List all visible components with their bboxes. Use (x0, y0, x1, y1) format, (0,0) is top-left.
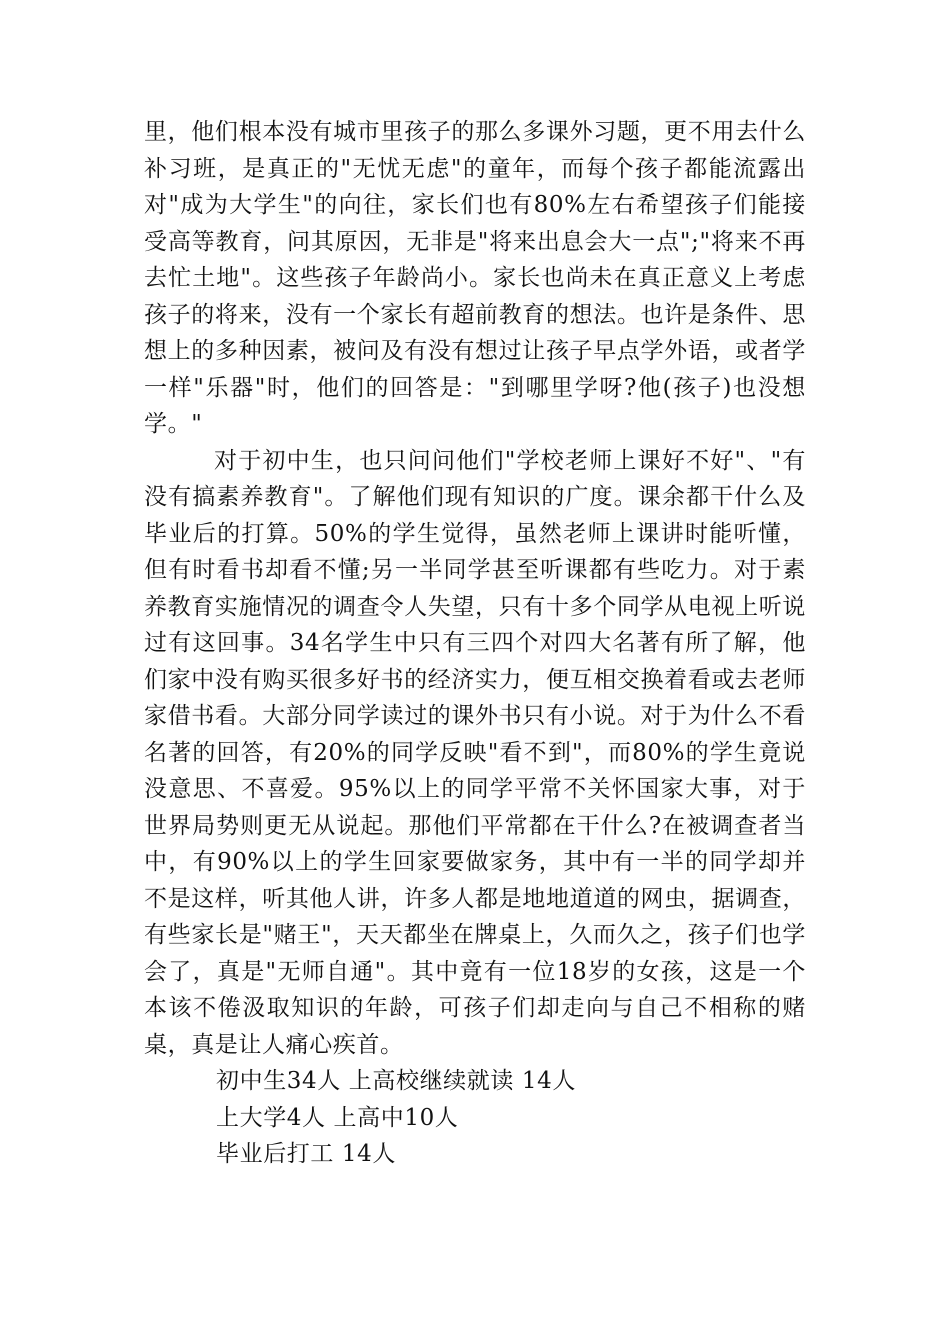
document-page (144, 114, 806, 1173)
paragraph-middle-school-survey: 对于初中生，也只问问他们"学校老师上课好不好"、"有没有搞素养教育"。了解他们现有知识的广度。课余都干什么及毕业后的打算。50%的学生觉得，虽然老师上课讲时能听懂，但有时看书却看不懂;另一半同学甚至听课都有些吃力。对于素养教育实施情况的调查令人失望，只有十多个同学从电视上听说过有这回事。34名学生中只有三四个对四大名著有所了解，他们家中没有购买很多好书的经济实力，便互相交换着看或去老师家借书看。大部分同学读过的课外书只有小说。对于为什么不看名著的回答，有20%的同学反映"看不到"，而80%的学生竟说没意思、不喜爱。95%以上的同学平常不关怀国家大事，对于世界局势则更无从说起。那他们平常都在干什么?在被调查者当中，有90%以上的学生回家要做家务，其中有一半的同学却并不是这样，听其他人讲，许多人都是地地道道的网虫，据调查，有些家长是"赌王"，天天都坐在牌桌上，久而久之，孩子们也学会了，真是"无师自通"。其中竟有一位18岁的女孩，这是一个本该不倦汲取知识的年龄，可孩子们却走向与自己不相称的赌桌，真是让人痛心疾首。 (144, 447, 806, 1058)
stats-line: 初中生34人 上高校继续就读 14人 (216, 1068, 576, 1094)
stats-line: 毕业后打工 14人 (216, 1141, 396, 1167)
graduation-stats-list (144, 1063, 806, 1173)
paragraph-rural-children: 里，他们根本没有城市里孩子的那么多课外习题，更不用去什么补习班，是真正的"无忧无虑"的童年，而每个孩子都能流露出对"成为大学生"的向往，家长们也有80%左右希望孩子们能接受高等教育，问其原因，无非是"将来出息会大一点";"将来不再去忙土地"。这些孩子年龄尚小。家长也尚未在真正意义上考虑孩子的将来，没有一个家长有超前教育的想法。也许是条件、思想上的多种因素，被问及有没有想过让孩子早点学外语，或者学一样"乐器"时，他们的回答是："到哪里学呀?他(孩子)也没想学。" (144, 119, 806, 437)
stats-line: 上大学4人 上高中10人 (216, 1104, 459, 1131)
